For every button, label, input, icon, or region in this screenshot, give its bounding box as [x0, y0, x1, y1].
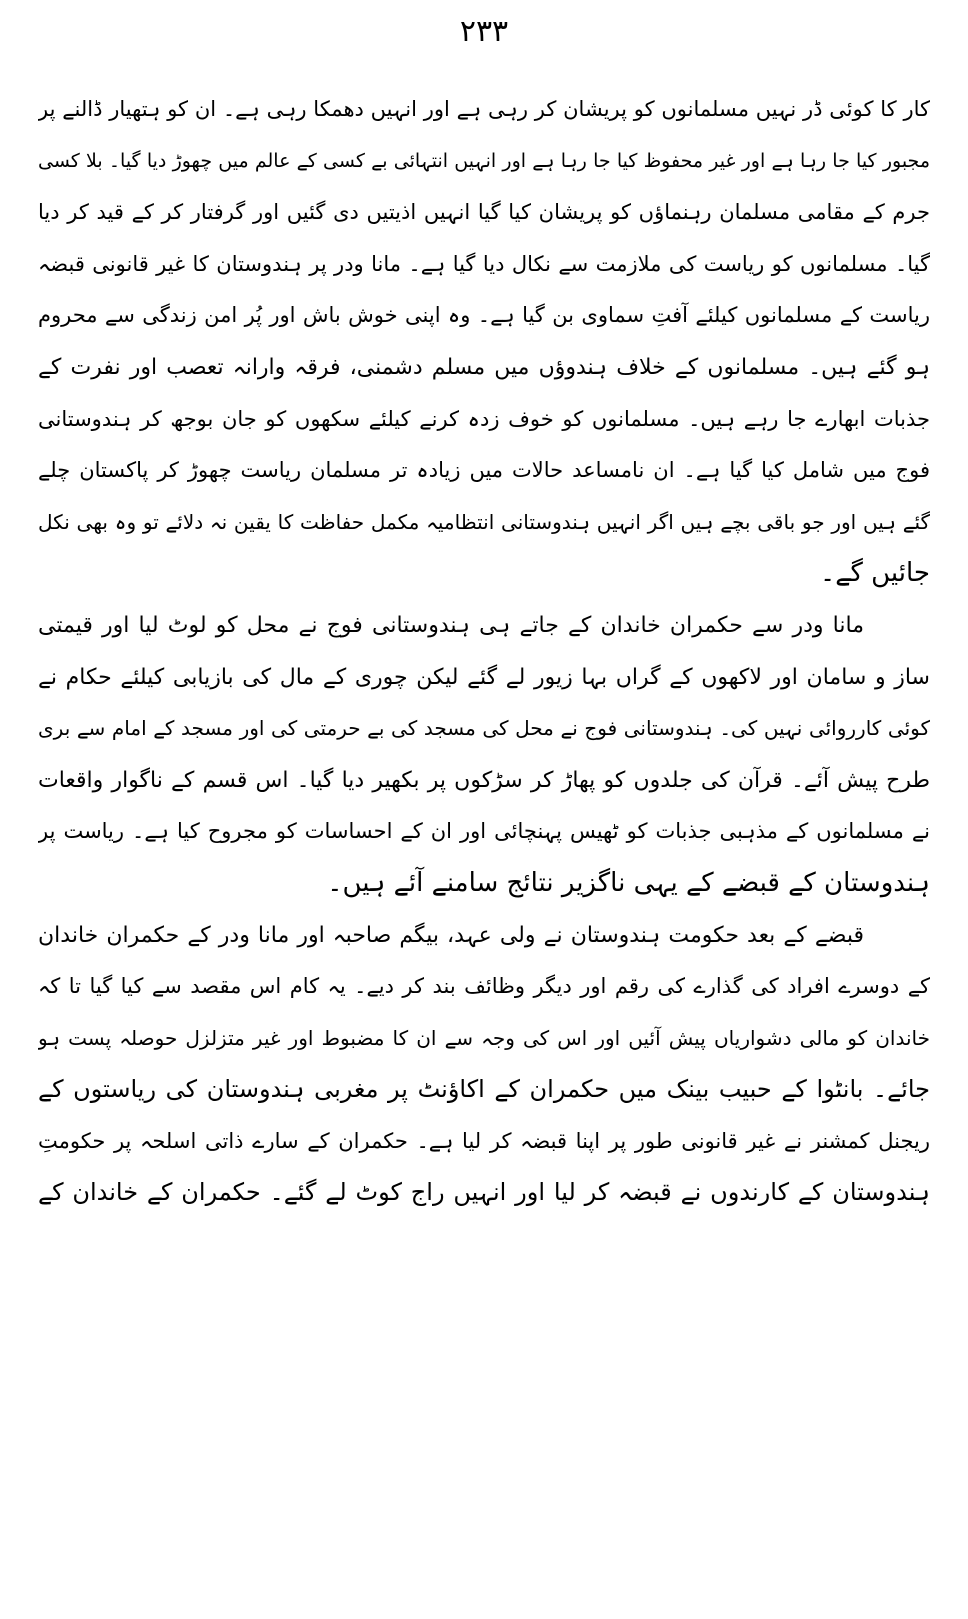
text-line: ہندوستان کے کارندوں نے قبضہ کر لیا اور انہیں راج کوٹ لے گئے۔ حکمران کے خاندان کے: [38, 1178, 930, 1207]
paragraph-start-line: مانا ودر سے حکمران خاندان کے جاتے ہی ہندوستانی فوج نے محل کو لوٹ لیا اور قیمتی: [38, 612, 864, 638]
text-line: جذبات ابھارے جا رہے ہیں۔ مسلمانوں کو خوف زدہ کرنے کیلئے سکھوں کو جان بوجھ کر ہندوستانی: [38, 406, 930, 431]
text-line: ریاست کے مسلمانوں کیلئے آفتِ سماوی بن گیا ہے۔ وہ اپنی خوش باش اور پُر امن زندگی سے محروم: [38, 303, 930, 328]
text-line: جائے۔ بانٹوا کے حبیب بینک میں حکمران کے اکاؤنٹ پر مغربی ہندوستان کی ریاستوں کے: [38, 1075, 930, 1104]
text-line: کار کا کوئی ڈر نہیں مسلمانوں کو پریشان کر رہی ہے اور انہیں دھمکا رہی ہے۔ ان کو ہتھیار ڈالنے پر: [38, 97, 930, 121]
paragraph-end-line: جائیں گے۔: [820, 558, 930, 589]
text-line: گئے ہیں اور جو باقی بچے ہیں اگر انہیں ہندوستانی انتظامیہ مکمل حفاظت کا یقین نہ دلائے تو وہ بھی نکل: [38, 509, 930, 534]
text-line: ریجنل کمشنر نے غیر قانونی طور پر اپنا قبضہ کر لیا ہے۔ حکمران کے سارے ذاتی اسلحہ پر حکومتِ: [38, 1128, 930, 1153]
text-line: کے دوسرے افراد کی گذارے کی رقم اور دیگر وظائف بند کر دیے۔ یہ کام اس مقصد سے کیا گیا تا کہ: [38, 974, 930, 999]
text-line: جرم کے مقامی مسلمان رہنماؤں کو پریشان کیا گیا انہیں اذیتیں دی گئیں اور گرفتار کر کے قید کر دیا: [38, 200, 930, 225]
page-number: ۲۳۳: [459, 14, 509, 49]
text-line: کوئی کارروائی نہیں کی۔ ہندوستانی فوج نے محل کی مسجد کی بے حرمتی کی اور مسجد کے امام سے بری: [38, 716, 930, 741]
body-text: [38, 84, 930, 1219]
text-line: فوج میں شامل کیا گیا ہے۔ ان نامساعد حالات میں زیادہ تر مسلمان ریاست چھوڑ کر پاکستان چلے: [38, 458, 930, 483]
text-line: مجبور کیا جا رہا ہے اور غیر محفوظ کیا جا رہا ہے اور انہیں انتہائی بے کسی کے عالم میں چھوڑ دیا گیا۔ بلا کسی: [38, 149, 930, 172]
text-line: نے مسلمانوں کے مذہبی جذبات کو ٹھیس پہنچائی اور ان کے احساسات کو مجروح کیا ہے۔ ریاست پر: [38, 819, 930, 844]
text-line: ساز و سامان اور لاکھوں کے گراں بہا زیور لے گئے لیکن چوری کے مال کی بازیابی کیلئے حکام نے: [38, 664, 930, 690]
text-line: طرح پیش آئے۔ قرآن کی جلدوں کو پھاڑ کر سڑکوں پر بکھیر دیا گیا۔ اس قسم کے ناگوار واقعات: [38, 767, 930, 793]
text-line: ہو گئے ہیں۔ مسلمانوں کے خلاف ہندوؤں میں مسلم دشمنی، فرقہ وارانہ تعصب اور نفرت کے: [38, 354, 930, 380]
text-line: خاندان کو مالی دشواریاں پیش آئیں اور اس کی وجہ سے ان کا مضبوط اور غیر متزلزل حوصلہ پست ہو: [38, 1025, 930, 1050]
text-line: گیا۔ مسلمانوں کو ریاست کی ملازمت سے نکال دیا گیا ہے۔ مانا ودر پر ہندوستان کا غیر قانونی قبضہ: [38, 251, 930, 276]
paragraph-start-line: قبضے کے بعد حکومت ہندوستان نے ولی عہد، بیگم صاحبہ اور مانا ودر کے حکمران خاندان: [38, 922, 864, 948]
paragraph-end-line: ہندوستان کے قبضے کے یہی ناگزیر نتائج سامنے آئے ہیں۔: [327, 867, 930, 898]
